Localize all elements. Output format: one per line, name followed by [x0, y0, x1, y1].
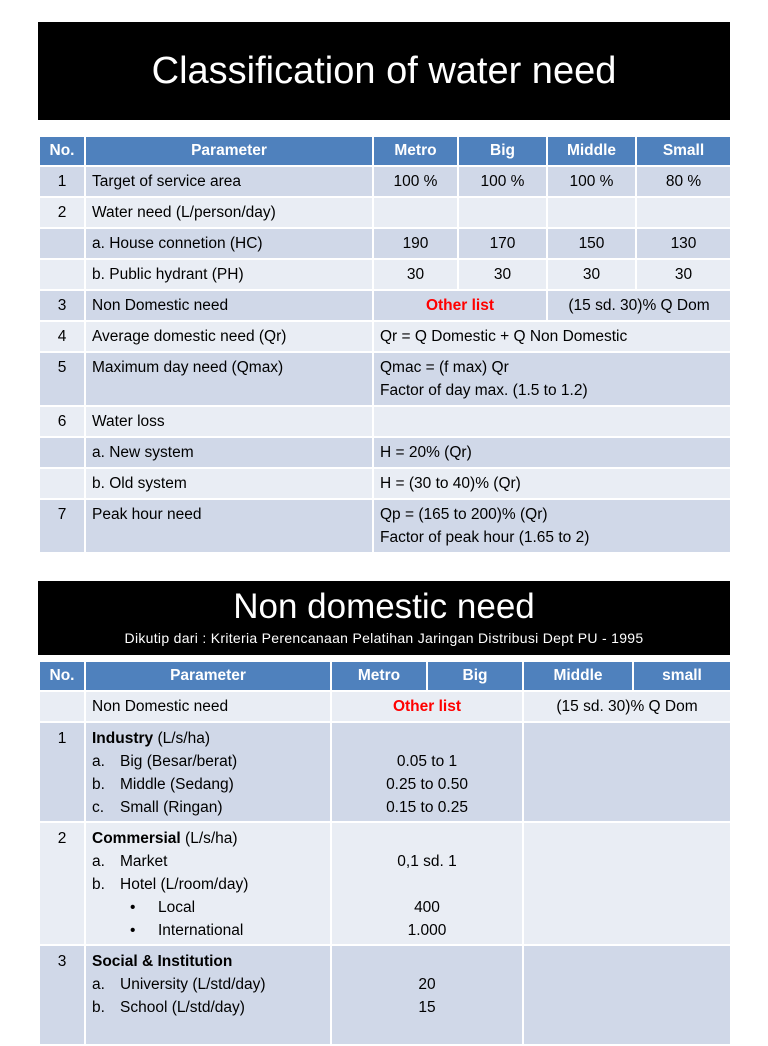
- table-row: [39, 468, 731, 499]
- table-header-row: [39, 661, 731, 691]
- row-middle: 150: [547, 228, 636, 259]
- row-no: 1: [39, 722, 85, 822]
- row-no: 2: [39, 197, 85, 228]
- formula-line-2: Factor of day max. (1.5 to 1.2): [380, 382, 588, 399]
- row-no: 7: [39, 499, 85, 553]
- formula-line-1: Qp = (165 to 200)% (Qr): [380, 506, 548, 523]
- commercial-unit: (L/s/ha): [180, 830, 238, 847]
- row-formula: [373, 499, 731, 553]
- row-param: b. Public hydrant (PH): [85, 259, 373, 290]
- row-middle: 100 %: [547, 166, 636, 197]
- commercial-values: [331, 822, 523, 945]
- table-row: [39, 290, 731, 321]
- header-big: Big: [458, 136, 547, 166]
- header-small: Small: [636, 136, 731, 166]
- row-no: 3: [39, 290, 85, 321]
- social-params: [85, 945, 331, 1045]
- row-param: Peak hour need: [85, 499, 373, 553]
- list-label: a.: [92, 753, 105, 770]
- row-small: 80 %: [636, 166, 731, 197]
- value-cell: 0.25 to 0.50: [386, 776, 468, 793]
- row-param: Non Domestic need: [85, 691, 331, 722]
- row-range: (15 sd. 30)% Q Dom: [547, 290, 731, 321]
- header-metro: Metro: [373, 136, 458, 166]
- list-label: b.: [92, 876, 105, 893]
- industry-values: [331, 722, 523, 822]
- row-param: Average domestic need (Qr): [85, 321, 373, 352]
- table-row: [39, 228, 731, 259]
- row-formula: H = 20% (Qr): [373, 437, 731, 468]
- table-row: [39, 406, 731, 437]
- row-param: a. House connetion (HC): [85, 228, 373, 259]
- list-label: b.: [92, 999, 105, 1016]
- value-cell: 20: [418, 976, 436, 993]
- row-big: 170: [458, 228, 547, 259]
- row-param: Non Domestic need: [85, 290, 373, 321]
- title-banner: [38, 22, 730, 120]
- value-cell: 0.15 to 0.25: [386, 799, 468, 816]
- list-item: Middle (Sedang): [120, 776, 234, 793]
- row-range: (15 sd. 30)% Q Dom: [523, 691, 731, 722]
- list-label: b.: [92, 776, 105, 793]
- header-no: No.: [39, 661, 85, 691]
- list-item: Big (Besar/berat): [120, 753, 238, 770]
- table-row: [39, 691, 731, 722]
- row-param: Maximum day need (Qmax): [85, 352, 373, 406]
- row-param: Target of service area: [85, 166, 373, 197]
- table-row: [39, 499, 731, 553]
- list-item: Local: [158, 899, 196, 916]
- row-param: Water loss: [85, 406, 373, 437]
- section-title: Non domestic need: [233, 587, 535, 626]
- row-big: 30: [458, 259, 547, 290]
- list-item: Market: [120, 853, 168, 870]
- industry-params: [85, 722, 331, 822]
- table-row: [39, 197, 731, 228]
- header-middle: Middle: [523, 661, 633, 691]
- non-domestic-table: [38, 660, 732, 1046]
- row-formula: Qr = Q Domestic + Q Non Domestic: [373, 321, 731, 352]
- row-no: 3: [39, 945, 85, 1045]
- list-label: c.: [92, 799, 105, 816]
- row-param: a. New system: [85, 437, 373, 468]
- other-list-label: Other list: [331, 691, 523, 722]
- table-row-commercial: [39, 822, 731, 945]
- table-row-social: [39, 945, 731, 1045]
- row-metro: 100 %: [373, 166, 458, 197]
- table-row: [39, 352, 731, 406]
- header-big: Big: [427, 661, 523, 691]
- list-label: a.: [92, 976, 105, 993]
- list-item: Hotel (L/room/day): [120, 876, 249, 893]
- value-cell: 1.000: [407, 922, 447, 939]
- industry-heading: Industry: [92, 730, 154, 747]
- row-param: b. Old system: [85, 468, 373, 499]
- row-middle: 30: [547, 259, 636, 290]
- bullet-icon: •: [130, 922, 136, 939]
- row-formula: H = (30 to 40)% (Qr): [373, 468, 731, 499]
- formula-line-1: Qmac = (f max) Qr: [380, 359, 509, 376]
- row-big: 100 %: [458, 166, 547, 197]
- header-metro: Metro: [331, 661, 427, 691]
- list-label: a.: [92, 853, 105, 870]
- row-formula: [373, 352, 731, 406]
- social-values: [331, 945, 523, 1045]
- list-item: School (L/std/day): [120, 999, 245, 1016]
- section-source: Dikutip dari : Kriteria Perencanaan Pelatihan Jaringan Distribusi Dept PU - 1995: [124, 630, 644, 646]
- table-row: [39, 437, 731, 468]
- value-cell: 0,1 sd. 1: [397, 853, 457, 870]
- header-small: small: [633, 661, 731, 691]
- table-row: [39, 321, 731, 352]
- row-param: Water need (L/person/day): [85, 197, 373, 228]
- row-no: 1: [39, 166, 85, 197]
- social-heading: Social & Institution: [92, 953, 233, 970]
- value-cell: 0.05 to 1: [396, 753, 458, 770]
- row-no: 6: [39, 406, 85, 437]
- row-no: 5: [39, 352, 85, 406]
- bullet-icon: •: [130, 899, 136, 916]
- header-parameter: Parameter: [85, 136, 373, 166]
- value-cell: 400: [414, 899, 440, 916]
- row-small: 130: [636, 228, 731, 259]
- section-banner: [38, 581, 730, 655]
- header-parameter: Parameter: [85, 661, 331, 691]
- industry-unit: (L/s/ha): [153, 730, 211, 747]
- value-cell: 15: [418, 999, 436, 1016]
- table-row: [39, 259, 731, 290]
- header-middle: Middle: [547, 136, 636, 166]
- commercial-params: [85, 822, 331, 945]
- page-title: Classification of water need: [151, 50, 617, 92]
- water-need-table: [38, 135, 732, 554]
- row-no: 4: [39, 321, 85, 352]
- list-item: Small (Ringan): [120, 799, 223, 816]
- commercial-heading: Commersial: [92, 830, 181, 847]
- table-header-row: [39, 136, 731, 166]
- formula-line-2: Factor of peak hour (1.65 to 2): [380, 529, 590, 546]
- row-no: 2: [39, 822, 85, 945]
- list-item: University (L/std/day): [120, 976, 266, 993]
- table-row-industry: [39, 722, 731, 822]
- header-no: No.: [39, 136, 85, 166]
- row-metro: 190: [373, 228, 458, 259]
- row-metro: 30: [373, 259, 458, 290]
- table-row: [39, 166, 731, 197]
- row-small: 30: [636, 259, 731, 290]
- other-list-label: Other list: [373, 290, 547, 321]
- list-item: International: [158, 922, 244, 939]
